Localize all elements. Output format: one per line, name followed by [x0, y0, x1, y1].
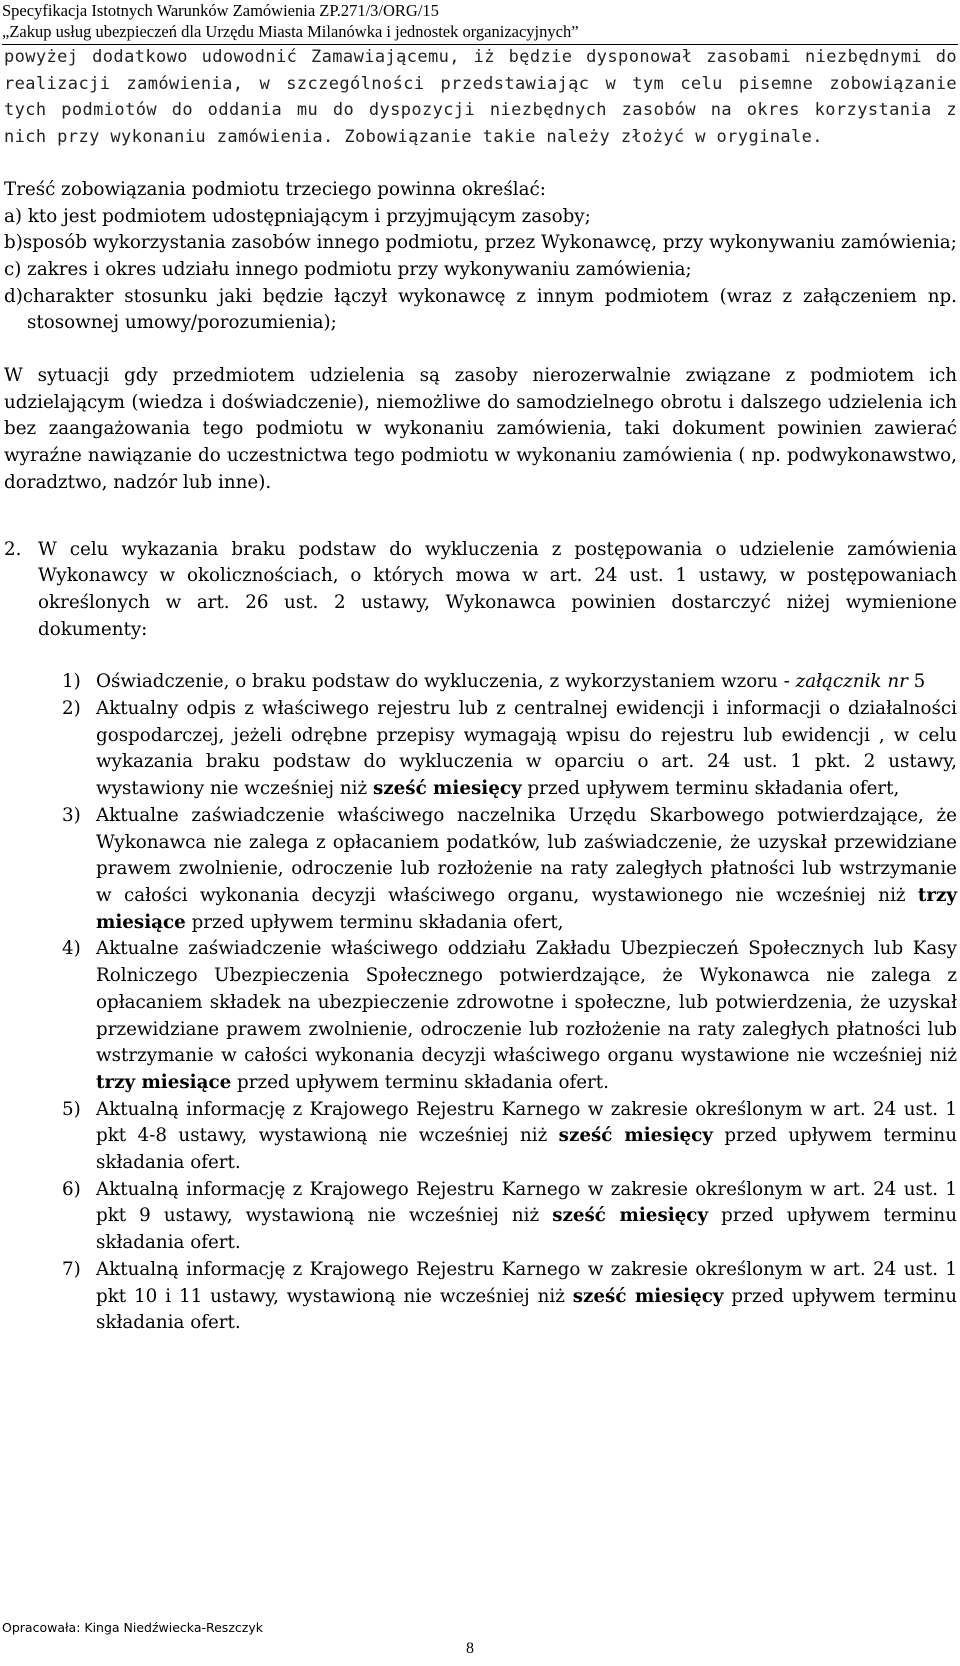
list-item: 2) Aktualny odpis z właściwego rejestru lub z centralnej ewidencji i informacji o działalności gospodarczej, jeżeli odrębne przepisy wymagają wpisu do rejestru lub ewidencji , w celu wykazania braku podstaw do wykluczenia w oparciu o art. 24 ust. 1 pkt. 2 ustawy, wystawiony nie wcześniej niż sześć miesięcy przed upływem terminu składania ofert, [62, 698, 957, 800]
document-header [2, 0, 957, 42]
commitment-item-b: b)sposób wykorzystania zasobów innego podmiotu, przez Wykonawcę, przy wykonywaniu zamówienia; [4, 232, 957, 254]
section-2-text: W celu wykazania braku podstaw do wykluczenia z postępowania o udzielenie zamówienia Wykonawcy w okolicznościach, o których mowa w art. 24 ust. 1 ustawy, w postępowaniach określonych w art. 26 ust. 2 ustawy, Wykonawca powinien dostarczyć niżej wymienione dokumenty: [38, 538, 957, 640]
list-item: 4) Aktualne zaświadczenie właściwego oddziału Zakładu Ubezpieczeń Społecznych lub Kasy Rolniczego Ubezpieczenia Społecznego potwierdzające, że Wykonawca nie zalega z opłacaniem składek na ubezpieczenie zdrowotne i społeczne, lub potwierdzenia, że uzyskał przewidziane prawem zwolnienie, odroczenie lub rozłożenie na raty zaległych płatności lub wstrzymanie w całości wykonania decyzji właściwego organu wystawione nie wcześniej niż trzy miesiące przed upływem terminu składania ofert. [62, 938, 957, 1093]
commitment-intro: Treść zobowiązania podmiotu trzeciego powinna określać: [4, 178, 546, 200]
commitment-item-d: d)charakter stosunku jaki będzie łączył wykonawcę z innym podmiotem (wraz z załączeniem np. stosownej umowy/porozumienia); [4, 285, 957, 334]
list-item: 6) Aktualną informację z Krajowego Rejestru Karnego w zakresie określonym w art. 24 ust. 1 pkt 9 ustawy, wystawioną nie wcześniej niż sześć miesięcy przed upływem terminu składania ofert. [62, 1178, 957, 1254]
header-subtitle: „Zakup usług ubezpieczeń dla Urzędu Miasta Milanówka i jednostek organizacyjnych” [2, 22, 579, 41]
commitment-item-c: c) zakres i okres udziału innego podmiotu przy wykonywaniu zamówienia; [4, 258, 692, 280]
paragraph-situation: W sytuacji gdy przedmiotem udzielenia są zasoby nierozerwalnie związane z podmiotem ich udzielającym (wiedza i doświadczenie), niemożliwe do samodzielnego obrotu i dalszego udzielenia ich bez zaangażowania tego podmiotu w wykonaniu zamówienia, taki dokument powinien zawierać wyraźne nawiązanie do uczestnictwa tego podmiotu w wykonaniu zamówienia ( np. podwykonawstwo, doradztwo, nadzór lub inne). [4, 365, 957, 493]
paragraph-resources: powyżej dodatkowo udowodnić Zamawiającemu, iż będzie dysponował zasobami niezbędnymi do realizacji zamówienia, w szczególności przedstawiając w tym celu pisemne zobowiązanie tych podmiotów do oddania mu do dyspozycji niezbędnych zasobów na okres korzystania z nich przy wykonaniu zamówienia. Zobowiązanie takie należy złożyć w oryginale. [4, 47, 957, 148]
footer-author: Opracowała: Kinga Niedźwiecka-Reszczyk [2, 1620, 263, 1635]
page-number: 8 [466, 1640, 474, 1657]
list-item: 3) Aktualne zaświadczenie właściwego naczelnika Urzędu Skarbowego potwierdzające, że Wykonawca nie zalega z opłacaniem podatków, lub zaświadczenie, że uzyskał przewidziane prawem zwolnienie, odroczenie lub rozłożenie na raty zaległych płatności lub wstrzymanie w całości wykonania decyzji właściwego organu, wystawionego nie wcześniej niż trzy miesiące przed upływem terminu składania ofert, [62, 804, 957, 933]
list-item: 1) Oświadczenie, o braku podstaw do wykluczenia, z wykorzystaniem wzoru - załącznik nr 5 [62, 671, 926, 693]
commitment-item-a: a) kto jest podmiotem udostępniającym i przyjmującym zasoby; [4, 205, 591, 227]
section-2-number: 2. [4, 538, 22, 560]
list-item: 7) Aktualną informację z Krajowego Rejestru Karnego w zakresie określonym w art. 24 ust. 1 pkt 10 i 11 ustawy, wystawioną nie wcześniej niż sześć miesięcy przed upływem terminu składania ofert. [62, 1258, 957, 1334]
section-2 [4, 537, 957, 644]
document-body [4, 44, 957, 1337]
documents-list [62, 669, 957, 1337]
header-title: Specyfikacja Istotnych Warunków Zamówienia ZP.271/3/ORG/15 [2, 1, 439, 20]
list-item: 5) Aktualną informację z Krajowego Rejestru Karnego w zakresie określonym w art. 24 ust. 1 pkt 4-8 ustawy, wystawioną nie wcześniej niż sześć miesięcy przed upływem terminu składania ofert. [62, 1098, 957, 1174]
